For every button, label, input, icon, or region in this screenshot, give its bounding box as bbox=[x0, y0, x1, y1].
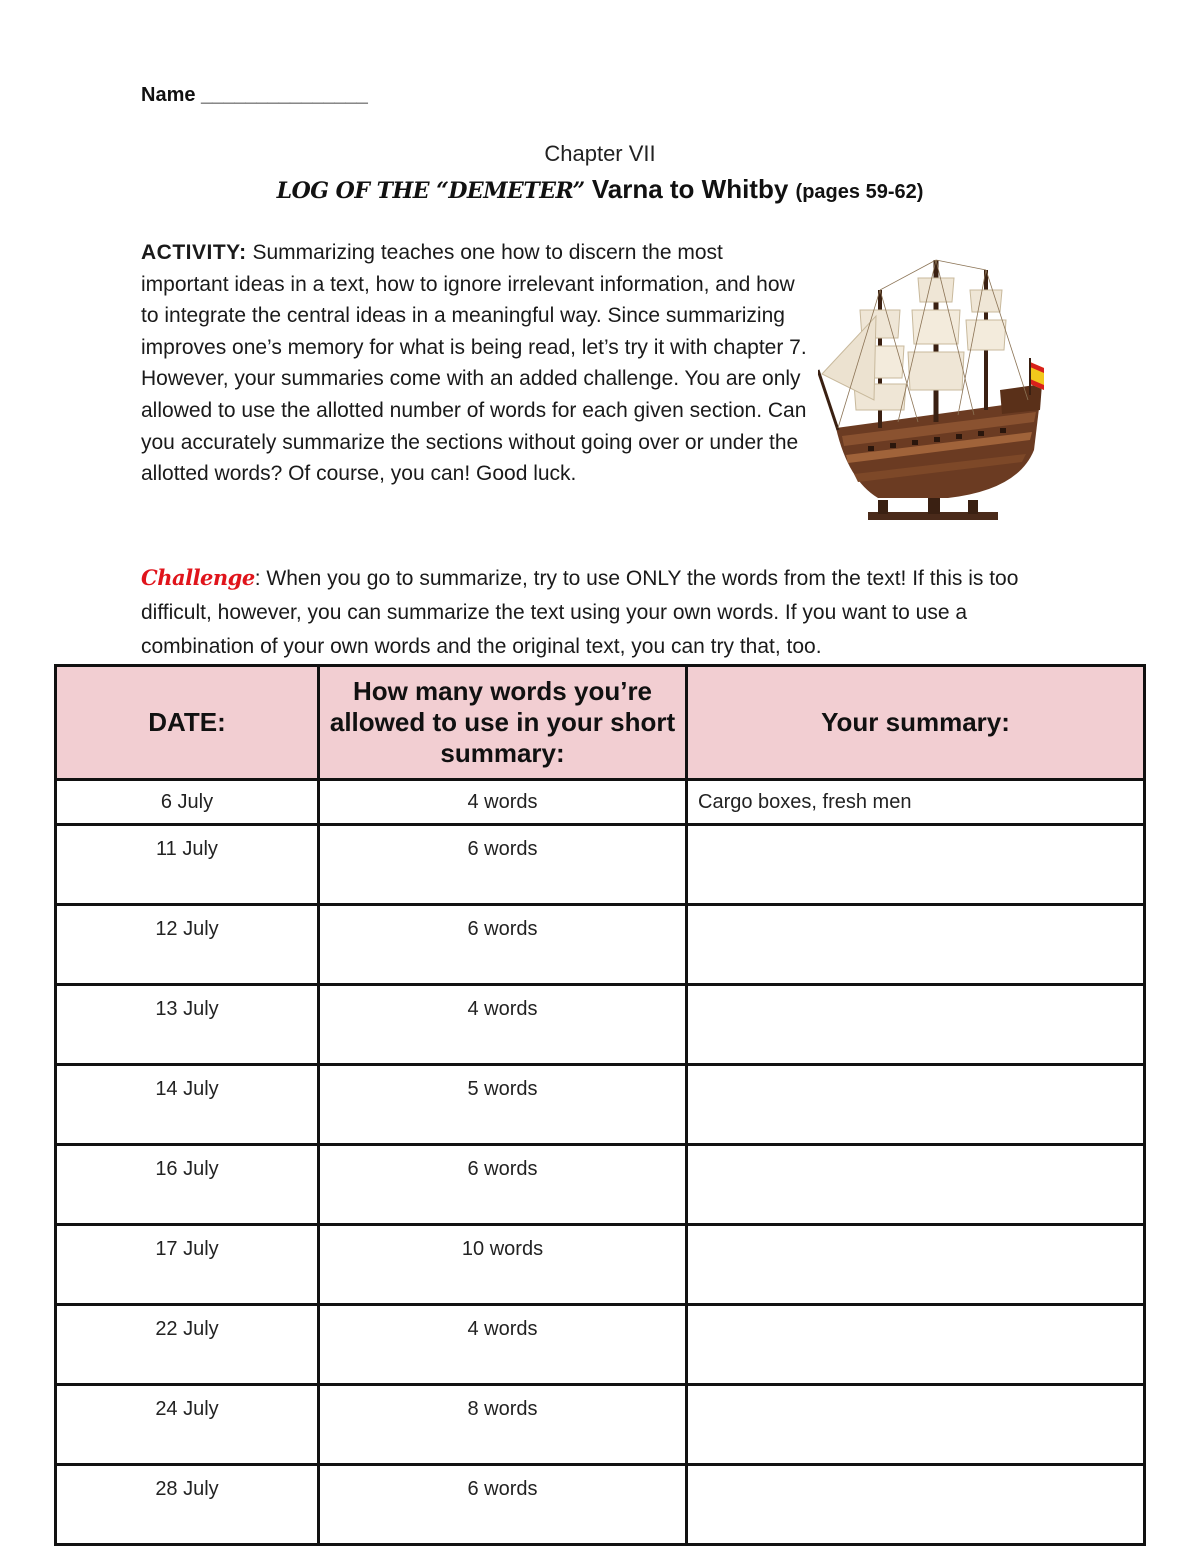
summary-cell[interactable] bbox=[687, 1465, 1145, 1545]
summary-cell[interactable] bbox=[687, 825, 1145, 905]
activity-paragraph bbox=[141, 237, 811, 490]
activity-text: Summarizing teaches one how to discern the most important ideas in a text, how to ignore irrelevant information, and how to integrate the central ideas in a meaningful way. Since summarizing improves one’s memory for what is being read, let’s try it with chapter 7. However, your summaries come with an added challenge. You are only allowed to use the allotted number of words for each given section. Can you accurately summarize the sections without going over or under the allotted words? Of course, you can! Good luck. bbox=[141, 241, 807, 486]
challenge-paragraph bbox=[141, 561, 1076, 664]
title-pages: (pages 59-62) bbox=[795, 181, 924, 203]
table-row bbox=[56, 1305, 1145, 1385]
table-header-row bbox=[56, 666, 1145, 780]
date-column-header: DATE: bbox=[56, 666, 319, 780]
table-row bbox=[56, 1145, 1145, 1225]
date-cell: 12 July bbox=[56, 905, 319, 985]
activity-label: ACTIVITY: bbox=[141, 241, 247, 264]
date-cell: 28 July bbox=[56, 1465, 319, 1545]
table-row bbox=[56, 1385, 1145, 1465]
title-log-name: LOG OF THE “DEMETER” bbox=[276, 178, 585, 204]
word-count-cell: 6 words bbox=[319, 1465, 687, 1545]
date-cell: 6 July bbox=[56, 780, 319, 825]
summary-column-header: Your summary: bbox=[687, 666, 1145, 780]
summary-cell[interactable] bbox=[687, 905, 1145, 985]
word-count-cell: 6 words bbox=[319, 1145, 687, 1225]
summary-cell[interactable] bbox=[687, 1145, 1145, 1225]
summary-cell[interactable] bbox=[687, 985, 1145, 1065]
table-row bbox=[56, 1065, 1145, 1145]
date-cell: 24 July bbox=[56, 1385, 319, 1465]
word-count-cell: 4 words bbox=[319, 1305, 687, 1385]
word-count-cell: 6 words bbox=[319, 825, 687, 905]
table-row bbox=[56, 1465, 1145, 1545]
table-row bbox=[56, 985, 1145, 1065]
date-cell: 11 July bbox=[56, 825, 319, 905]
word-count-cell: 4 words bbox=[319, 985, 687, 1065]
challenge-label: Challenge bbox=[141, 565, 255, 590]
word-count-cell: 8 words bbox=[319, 1385, 687, 1465]
word-count-cell: 4 words bbox=[319, 780, 687, 825]
summary-cell[interactable]: Cargo boxes, fresh men bbox=[687, 780, 1145, 825]
word-count-cell: 10 words bbox=[319, 1225, 687, 1305]
page-title bbox=[0, 174, 1200, 205]
table-row bbox=[56, 905, 1145, 985]
name-field-label: Name _______________ bbox=[141, 84, 368, 106]
date-cell: 22 July bbox=[56, 1305, 319, 1385]
summary-table bbox=[54, 664, 1146, 1546]
summary-cell[interactable] bbox=[687, 1305, 1145, 1385]
date-cell: 17 July bbox=[56, 1225, 319, 1305]
summary-cell[interactable] bbox=[687, 1385, 1145, 1465]
challenge-text: : When you go to summarize, try to use ONLY the words from the text! If this is too difficult, however, you can summarize the text using your own words. If you want to use a combination of your own words and the original text, you can try that, too. bbox=[141, 567, 1019, 658]
summary-cell[interactable] bbox=[687, 1225, 1145, 1305]
sailing-ship-image bbox=[818, 250, 1058, 535]
chapter-label: Chapter VII bbox=[544, 141, 656, 166]
summary-cell[interactable] bbox=[687, 1065, 1145, 1145]
table-row bbox=[56, 825, 1145, 905]
date-cell: 14 July bbox=[56, 1065, 319, 1145]
table-row bbox=[56, 1225, 1145, 1305]
word-count-cell: 5 words bbox=[319, 1065, 687, 1145]
date-cell: 13 July bbox=[56, 985, 319, 1065]
date-cell: 16 July bbox=[56, 1145, 319, 1225]
word-count-column-header: How many words you’re allowed to use in your short summary: bbox=[319, 666, 687, 780]
title-route: Varna to Whitby bbox=[584, 174, 796, 204]
word-count-cell: 6 words bbox=[319, 905, 687, 985]
table-row bbox=[56, 780, 1145, 825]
